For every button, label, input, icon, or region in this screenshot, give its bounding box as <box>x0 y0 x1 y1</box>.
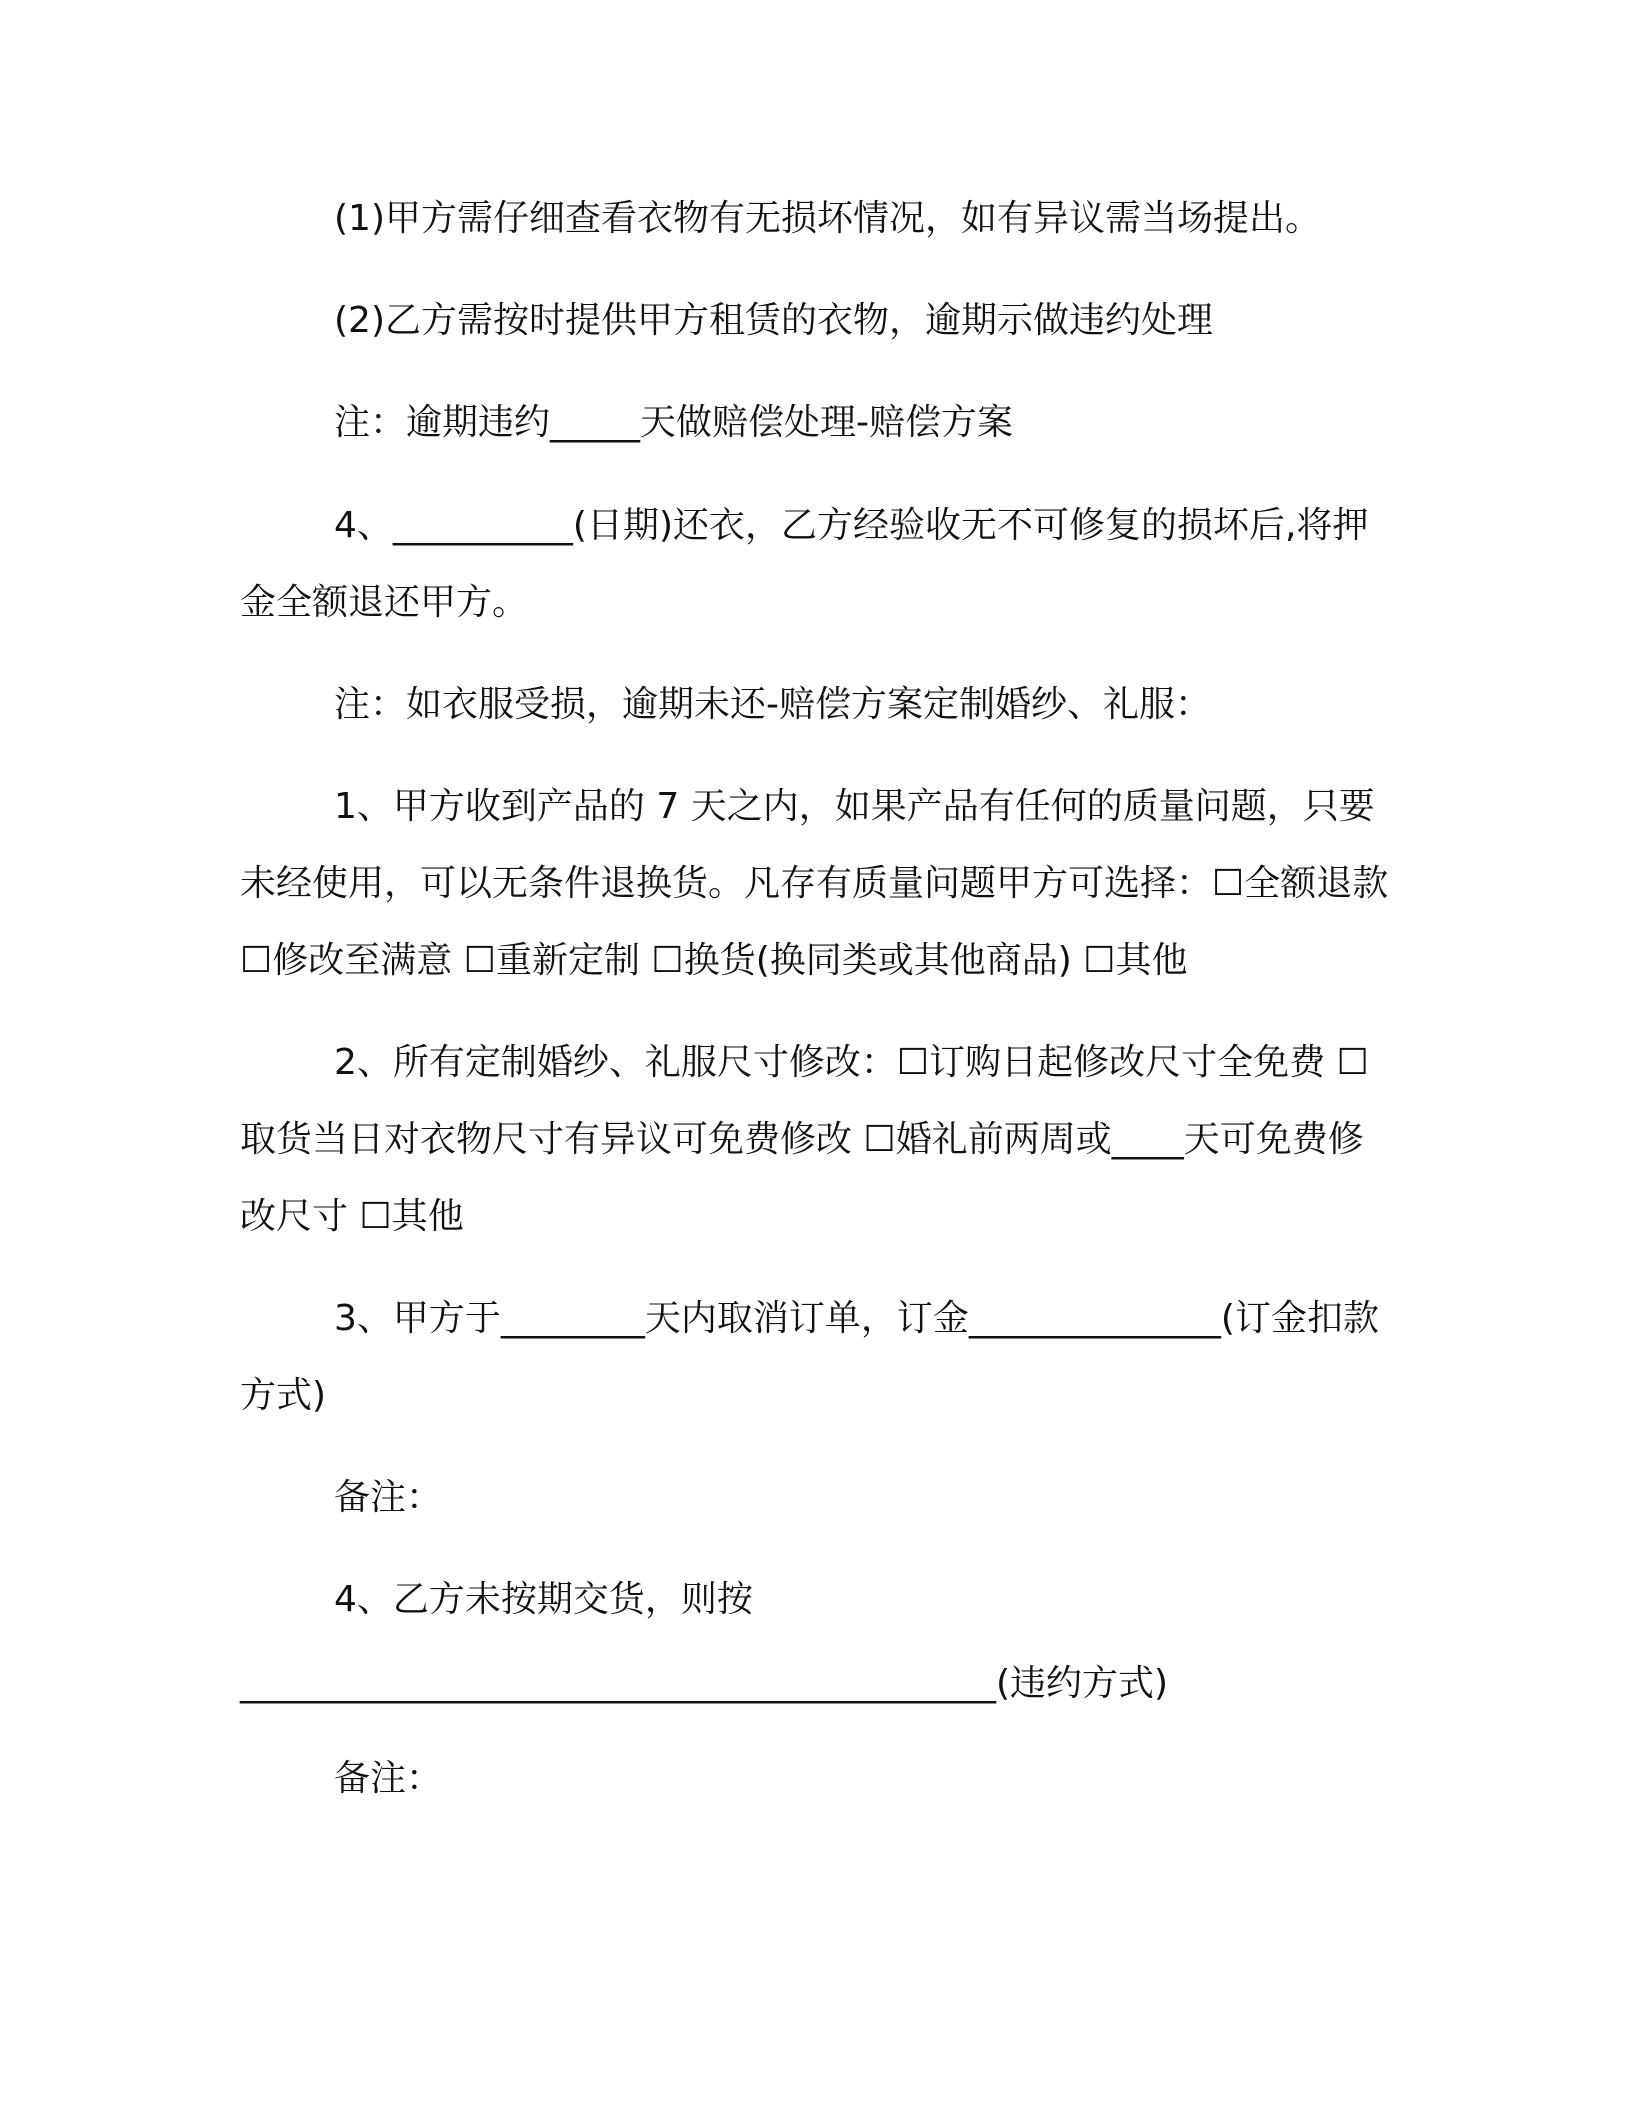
paragraph-text: 4、__________(日期)还衣，乙方经验收无不可修复的损坏后,将押金全额退还甲方。 <box>240 505 1369 623</box>
paragraph-text: 备注： <box>334 1477 443 1518</box>
paragraph-text: 备注： <box>334 1758 443 1799</box>
paragraph-text: 4、乙方未按期交货，则按 <box>334 1579 753 1620</box>
paragraph-breach-method <box>240 1645 1392 1722</box>
paragraph-size-alteration <box>240 1024 1392 1255</box>
paragraph-remark-2 <box>240 1740 1392 1817</box>
paragraph-late-delivery <box>240 1561 1392 1638</box>
paragraph-overdue-note <box>240 384 1392 461</box>
paragraph-cancel-order <box>240 1280 1392 1434</box>
paragraph-damage-note <box>240 666 1392 743</box>
paragraph-supply-on-time <box>240 282 1392 359</box>
paragraph-text: (2)乙方需按时提供甲方租赁的衣物，逾期示做违约处理 <box>334 300 1213 341</box>
paragraph-quality-return <box>240 768 1400 999</box>
paragraph-return-clothes <box>240 487 1392 641</box>
paragraph-text: 1、甲方收到产品的 7 天之内，如果产品有任何的质量问题，只要未经使用，可以无条件退换货。凡存有质量问题甲方可选择：☐全额退款 ☐修改至满意 ☐重新定制 ☐换货(换同类或其他商品) ☐其他 <box>240 786 1400 981</box>
paragraph-text: 注：如衣服受损，逾期未还-赔偿方案定制婚纱、礼服： <box>334 684 1211 725</box>
paragraph-remark-1 <box>240 1459 1392 1536</box>
paragraph-text: 3、甲方于________天内取消订单，订金______________(订金扣款方式) <box>240 1298 1379 1416</box>
paragraph-text: (1)甲方需仔细查看衣物有无损坏情况，如有异议需当场提出。 <box>334 198 1321 239</box>
paragraph-text: __________________________________________(违约方式) <box>240 1663 1169 1704</box>
paragraph-inspect-clothes <box>240 180 1392 257</box>
paragraph-text: 注：逾期违约_____天做赔偿处理-赔偿方案 <box>334 402 1013 443</box>
paragraph-text: 2、所有定制婚纱、礼服尺寸修改：☐订购日起修改尺寸全免费 ☐取货当日对衣物尺寸有异议可免费修改 ☐婚礼前两周或____天可免费修改尺寸 ☐其他 <box>240 1042 1369 1237</box>
